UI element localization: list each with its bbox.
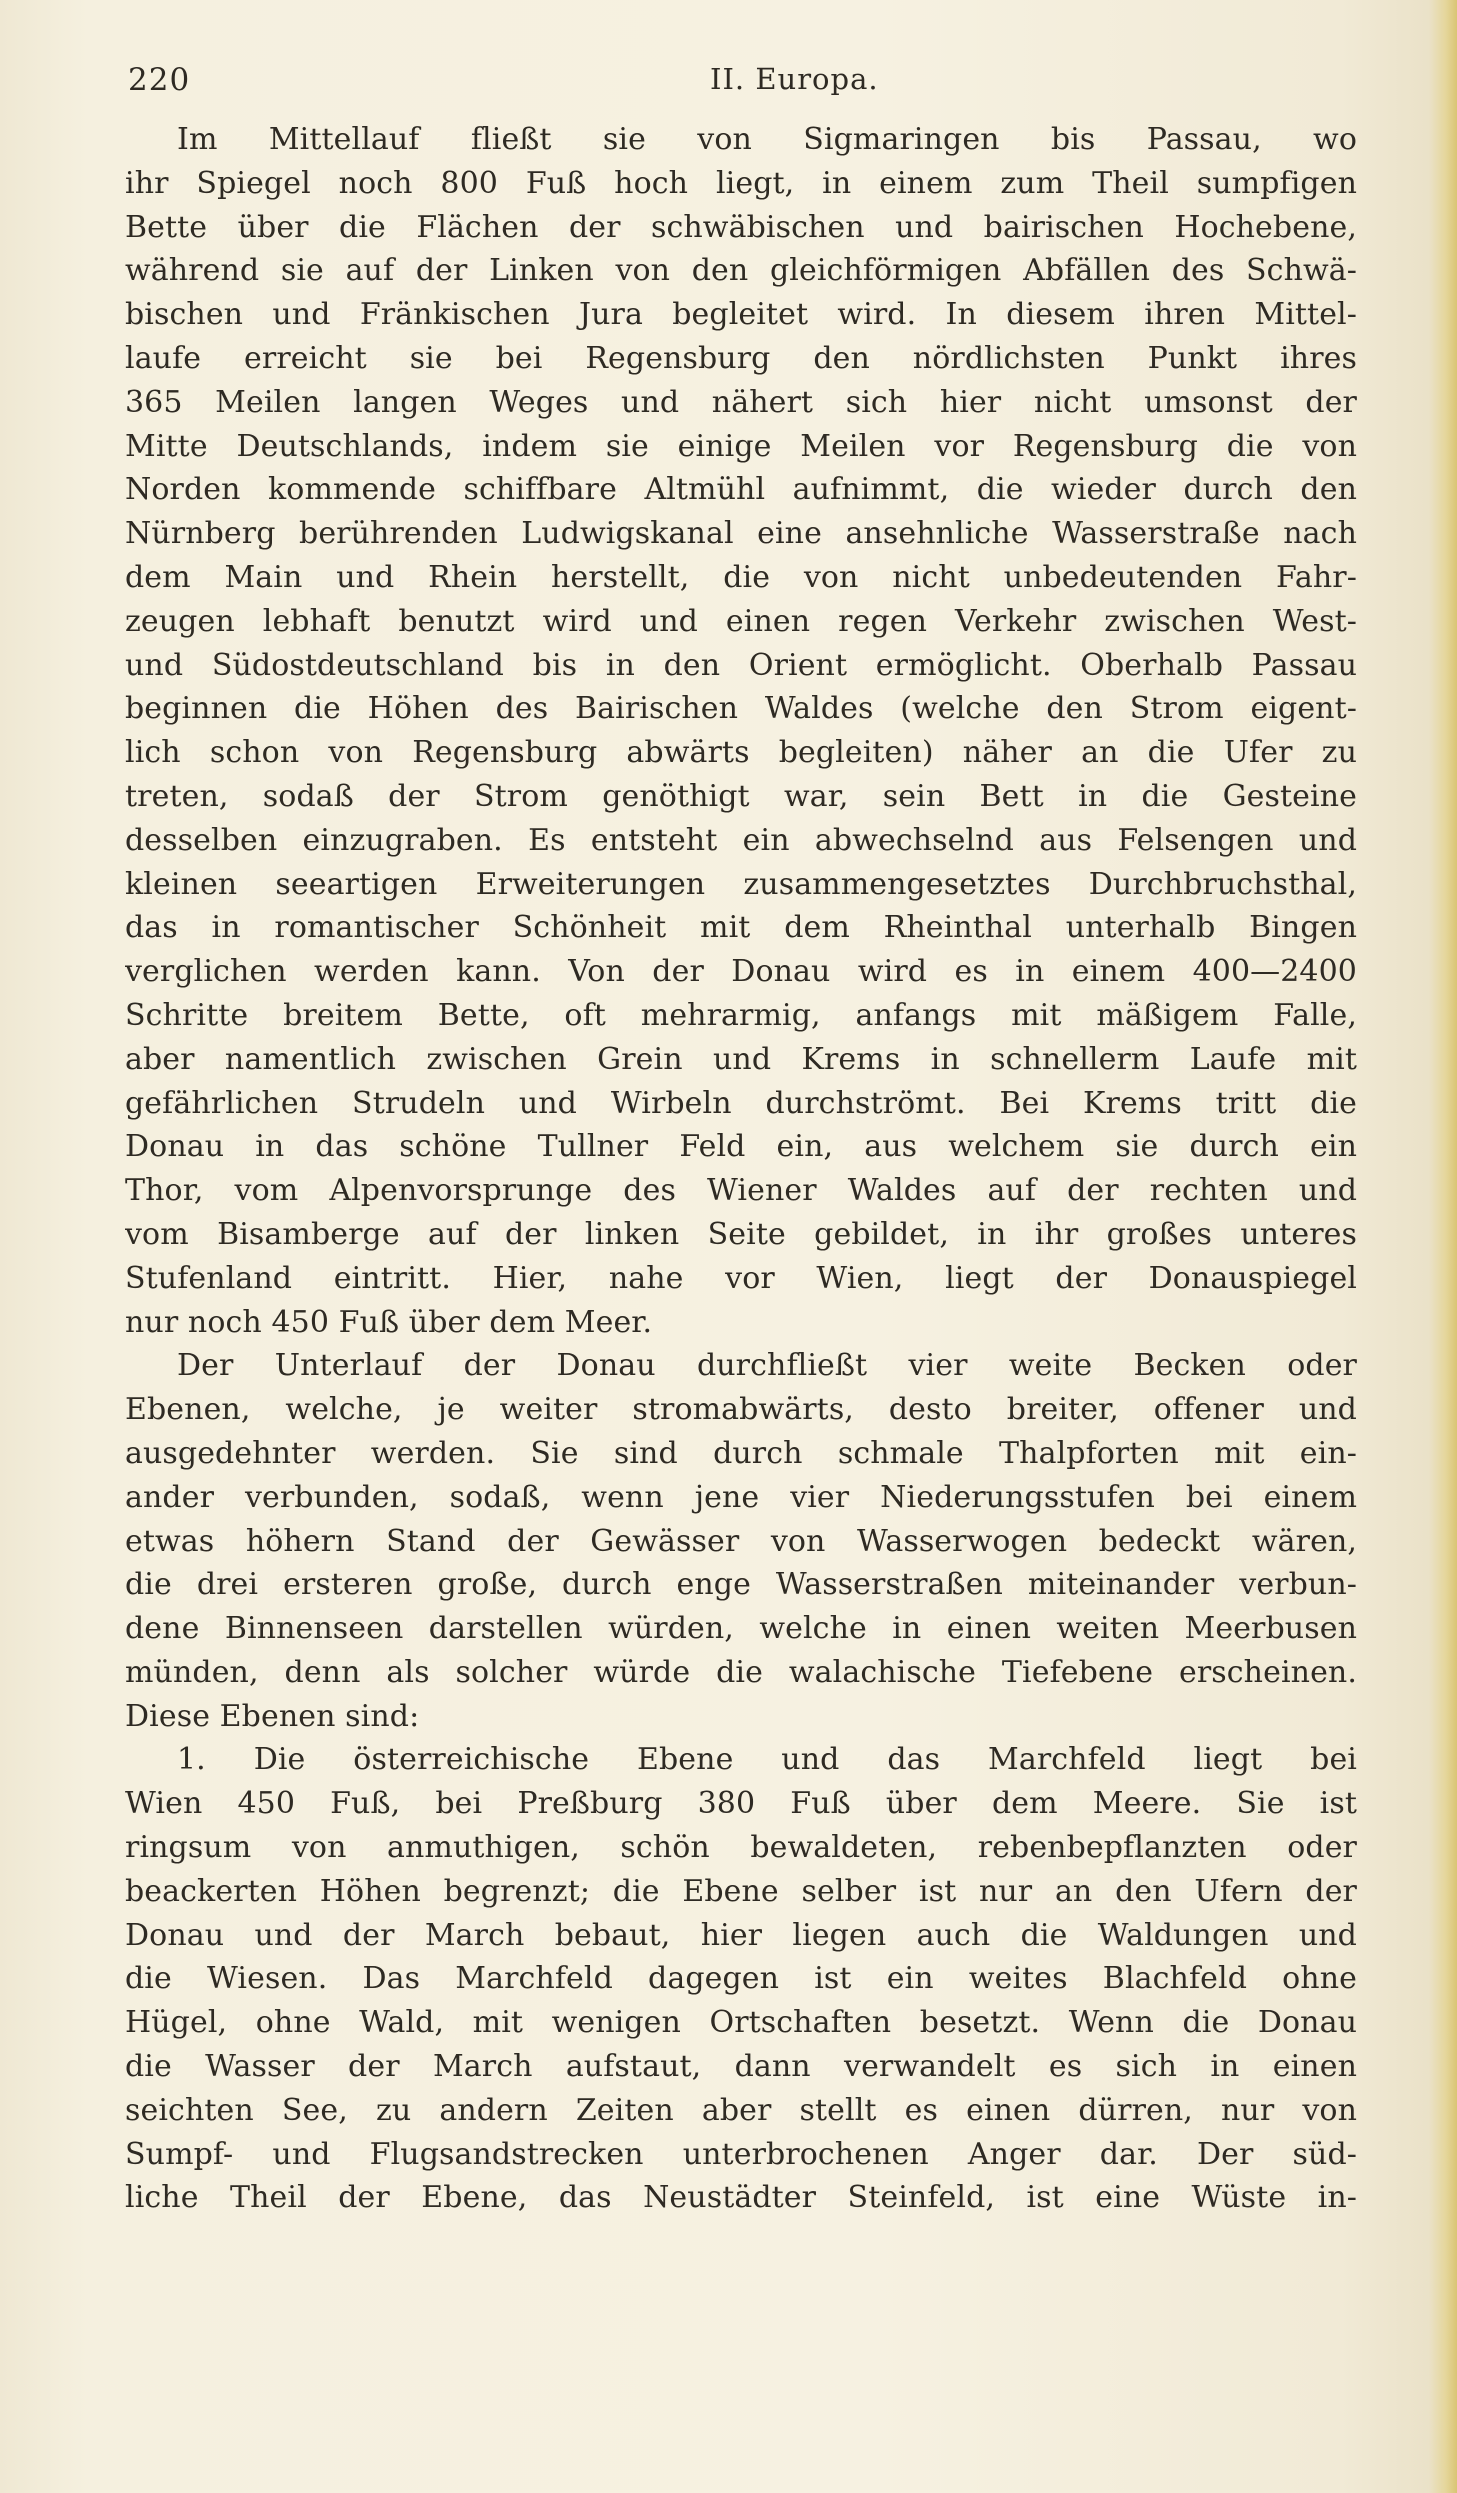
text-line: Donau und der March bebaut, hier liegen auch die Waldungen und — [125, 1917, 1357, 1953]
text-line: Der Unterlauf der Donau durchfließt vier weite Becken oder — [177, 1348, 1357, 1384]
page-header — [120, 62, 1350, 112]
text-line: ausgedehnter werden. Sie sind durch schmale Thalpforten mit ein- — [125, 1435, 1357, 1471]
text-line: seichten See, zu andern Zeiten aber stellt es einen dürren, nur von — [125, 2092, 1357, 2128]
text-line: Diese Ebenen sind: — [125, 1698, 420, 1734]
text-line: münden, denn als solcher würde die walachische Tiefebene erscheinen. — [125, 1654, 1357, 1690]
text-line: Stufenland eintritt. Hier, nahe vor Wien, liegt der Donauspiegel — [125, 1260, 1357, 1296]
text-line: 365 Meilen langen Weges und nähert sich hier nicht umsonst der — [125, 384, 1357, 420]
text-line: Ebenen, welche, je weiter stromabwärts, desto breiter, offener und — [125, 1392, 1357, 1428]
text-line: bischen und Fränkischen Jura begleitet wird. In diesem ihren Mittel- — [125, 297, 1357, 333]
text-line: beackerten Höhen begrenzt; die Ebene selber ist nur an den Ufern der — [125, 1873, 1357, 1909]
text-line: vom Bisamberge auf der linken Seite gebildet, in ihr großes unteres — [125, 1216, 1357, 1252]
text-line: Nürnberg berührenden Ludwigskanal eine ansehnliche Wasserstraße nach — [125, 516, 1357, 552]
text-line: laufe erreicht sie bei Regensburg den nördlichsten Punkt ihres — [125, 340, 1357, 376]
text-line: 1. Die österreichische Ebene und das Marchfeld liegt bei — [177, 1742, 1357, 1778]
text-line: während sie auf der Linken von den gleichförmigen Abfällen des Schwä- — [125, 253, 1357, 289]
text-line: die drei ersteren große, durch enge Wasserstraßen miteinander verbun- — [125, 1567, 1357, 1603]
body-text — [125, 118, 1357, 2220]
text-line: etwas höhern Stand der Gewässer von Wasserwogen bedeckt wären, — [125, 1523, 1357, 1559]
text-line: die Wiesen. Das Marchfeld dagegen ist ein weites Blachfeld ohne — [125, 1961, 1357, 1997]
text-line: ringsum von anmuthigen, schön bewaldeten, rebenbepflanzten oder — [125, 1830, 1357, 1866]
text-line: Sumpf- und Flugsandstrecken unterbrochenen Anger dar. Der süd- — [125, 2136, 1357, 2172]
text-line: Hügel, ohne Wald, mit wenigen Ortschaften besetzt. Wenn die Donau — [125, 2005, 1357, 2041]
text-line: das in romantischer Schönheit mit dem Rheinthal unterhalb Bingen — [125, 910, 1357, 946]
text-line: kleinen seeartigen Erweiterungen zusammengesetztes Durchbruchsthal, — [125, 866, 1357, 902]
text-line: die Wasser der March aufstaut, dann verwandelt es sich in einen — [125, 2049, 1357, 2085]
text-line: desselben einzugraben. Es entsteht ein abwechselnd aus Felsengen und — [125, 822, 1357, 858]
text-line: ander verbunden, sodaß, wenn jene vier Niederungsstufen bei einem — [125, 1479, 1357, 1515]
text-line: Donau in das schöne Tullner Feld ein, aus welchem sie durch ein — [125, 1129, 1357, 1165]
text-line: und Südostdeutschland bis in den Orient ermöglicht. Oberhalb Passau — [125, 647, 1357, 683]
text-line: liche Theil der Ebene, das Neustädter Steinfeld, ist eine Wüste in- — [125, 2180, 1357, 2216]
text-line: Thor, vom Alpenvorsprunge des Wiener Waldes auf der rechten und — [125, 1173, 1357, 1209]
page-edge-shadow — [1429, 0, 1457, 2493]
page-number: 220 — [128, 62, 191, 98]
text-line: Schritte breitem Bette, oft mehrarmig, anfangs mit mäßigem Falle, — [125, 997, 1357, 1033]
text-line: zeugen lebhaft benutzt wird und einen regen Verkehr zwischen West- — [125, 603, 1357, 639]
text-line: verglichen werden kann. Von der Donau wird es in einem 400—2400 — [125, 954, 1357, 990]
text-line: Wien 450 Fuß, bei Preßburg 380 Fuß über dem Meere. Sie ist — [125, 1786, 1357, 1822]
running-head: II. Europa. — [710, 62, 879, 96]
text-line: dene Binnenseen darstellen würden, welche in einen weiten Meerbusen — [125, 1611, 1357, 1647]
text-line: beginnen die Höhen des Bairischen Waldes (welche den Strom eigent- — [125, 691, 1357, 727]
text-line: Norden kommende schiffbare Altmühl aufnimmt, die wieder durch den — [125, 472, 1357, 508]
text-line: Bette über die Flächen der schwäbischen und bairischen Hochebene, — [125, 209, 1357, 245]
text-line: aber namentlich zwischen Grein und Krems in schnellerm Laufe mit — [125, 1041, 1357, 1077]
text-line: nur noch 450 Fuß über dem Meer. — [125, 1304, 653, 1340]
text-line: ihr Spiegel noch 800 Fuß hoch liegt, in einem zum Theil sumpfigen — [125, 165, 1357, 201]
text-line: Mitte Deutschlands, indem sie einige Meilen vor Regensburg die von — [125, 428, 1357, 464]
text-line: dem Main und Rhein herstellt, die von nicht unbedeutenden Fahr- — [125, 559, 1357, 595]
text-line: lich schon von Regensburg abwärts begleiten) näher an die Ufer zu — [125, 735, 1357, 771]
text-line: treten, sodaß der Strom genöthigt war, sein Bett in die Gesteine — [125, 778, 1357, 814]
text-line: gefährlichen Strudeln und Wirbeln durchströmt. Bei Krems tritt die — [125, 1085, 1357, 1121]
text-line: Im Mittellauf fließt sie von Sigmaringen bis Passau, wo — [177, 122, 1357, 157]
